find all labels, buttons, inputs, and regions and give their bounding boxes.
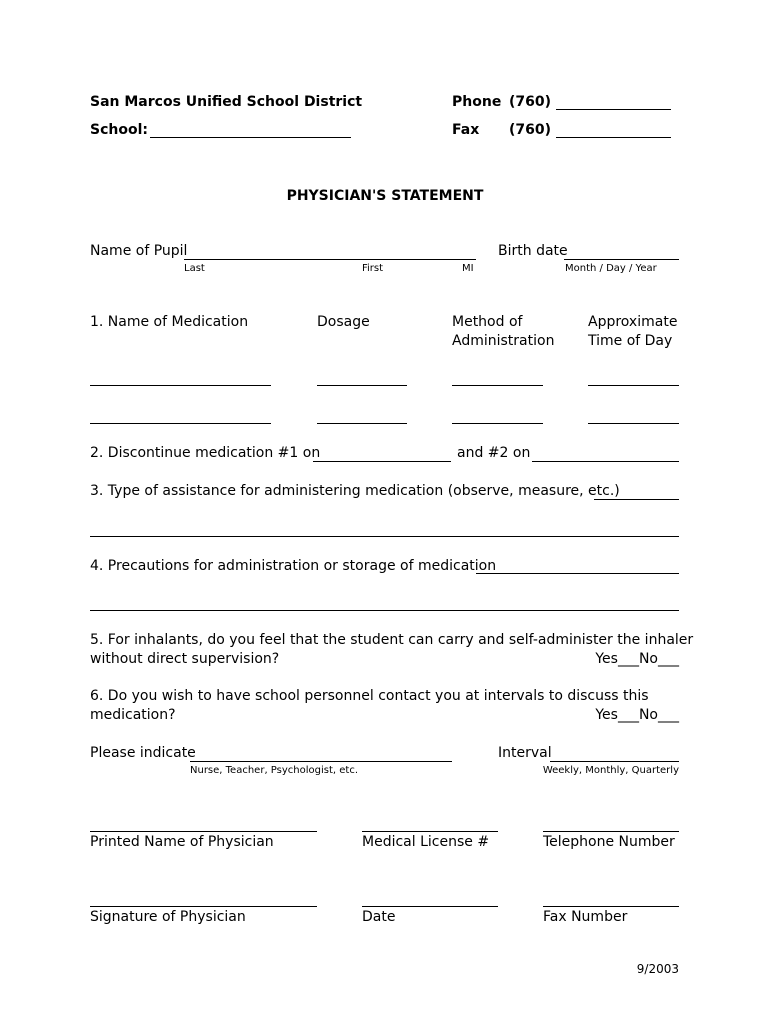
- dosage-line-1[interactable]: [317, 385, 407, 386]
- q4-text: 4. Precautions for administration or storage of medication: [90, 558, 497, 574]
- printed-name-line[interactable]: [90, 831, 317, 832]
- q3-input-line[interactable]: [594, 499, 679, 500]
- q2-med2-date-line[interactable]: [532, 461, 679, 462]
- license-label: Medical License #: [362, 834, 490, 850]
- phone-area-code: (760): [509, 94, 552, 110]
- revision-date: 9/2003: [636, 962, 679, 976]
- interval-label: Interval: [498, 745, 552, 761]
- q6-yes-no[interactable]: Yes___No___: [595, 707, 679, 723]
- medication-name-line-1[interactable]: [90, 385, 271, 386]
- q3-input-line-2[interactable]: [90, 536, 679, 537]
- method-header-line2: Administration: [452, 333, 555, 349]
- date-line[interactable]: [362, 906, 498, 907]
- pupil-sub-last: Last: [184, 263, 205, 274]
- printed-name-label: Printed Name of Physician: [90, 834, 274, 850]
- q3-text: 3. Type of assistance for administering medication (observe, measure, etc.): [90, 483, 620, 499]
- fax-label: Fax: [452, 122, 480, 138]
- q4-input-line-2[interactable]: [90, 610, 679, 611]
- q4-input-line[interactable]: [476, 573, 679, 574]
- indicate-input-line[interactable]: [190, 761, 452, 762]
- q6-text-line1: 6. Do you wish to have school personnel contact you at intervals to discuss this: [90, 688, 649, 704]
- dosage-line-2[interactable]: [317, 423, 407, 424]
- method-line-2[interactable]: [452, 423, 543, 424]
- medication-name-line-2[interactable]: [90, 423, 271, 424]
- q2-text-part2: and #2 on: [457, 445, 531, 461]
- time-header-line1: Approximate: [588, 314, 678, 330]
- birth-date-sub: Month / Day / Year: [565, 263, 657, 274]
- q5-text-line1: 5. For inhalants, do you feel that the student can carry and self-administer the inhaler: [90, 632, 694, 648]
- school-label: School:: [90, 122, 148, 138]
- telephone-line[interactable]: [543, 831, 679, 832]
- q2-text-part1: 2. Discontinue medication #1 on: [90, 445, 321, 461]
- signature-label: Signature of Physician: [90, 909, 246, 925]
- fax-area-code: (760): [509, 122, 552, 138]
- pupil-sub-first: First: [362, 263, 384, 274]
- page-title: PHYSICIAN'S STATEMENT: [286, 188, 484, 204]
- signature-line[interactable]: [90, 906, 317, 907]
- pupil-name-label: Name of Pupil: [90, 243, 188, 259]
- school-input-line[interactable]: [150, 137, 351, 138]
- time-line-1[interactable]: [588, 385, 679, 386]
- indicate-label: Please indicate: [90, 745, 196, 761]
- q5-text-line2: without direct supervision?: [90, 651, 280, 667]
- license-line[interactable]: [362, 831, 498, 832]
- phone-input-line[interactable]: [556, 109, 671, 110]
- interval-input-line[interactable]: [550, 761, 679, 762]
- q6-text-line2: medication?: [90, 707, 176, 723]
- fax-number-label: Fax Number: [543, 909, 628, 925]
- time-header-line2: Time of Day: [588, 333, 673, 349]
- medication-name-header: 1. Name of Medication: [90, 314, 249, 330]
- pupil-name-input-line[interactable]: [184, 259, 476, 260]
- q2-med1-date-line[interactable]: [313, 461, 451, 462]
- interval-sub: Weekly, Monthly, Quarterly: [542, 765, 679, 776]
- method-line-1[interactable]: [452, 385, 543, 386]
- phone-label: Phone: [452, 94, 502, 110]
- method-header-line1: Method of: [452, 314, 523, 330]
- date-label: Date: [362, 909, 396, 925]
- dosage-header: Dosage: [317, 314, 370, 330]
- q5-yes-no[interactable]: Yes___No___: [595, 651, 679, 667]
- indicate-sub: Nurse, Teacher, Psychologist, etc.: [190, 765, 358, 776]
- telephone-label: Telephone Number: [543, 834, 675, 850]
- time-line-2[interactable]: [588, 423, 679, 424]
- birth-date-input-line[interactable]: [564, 259, 679, 260]
- birth-date-label: Birth date: [498, 243, 568, 259]
- fax-input-line[interactable]: [556, 137, 671, 138]
- pupil-sub-mi: MI: [462, 263, 474, 274]
- fax-number-line[interactable]: [543, 906, 679, 907]
- district-name: San Marcos Unified School District: [90, 94, 363, 110]
